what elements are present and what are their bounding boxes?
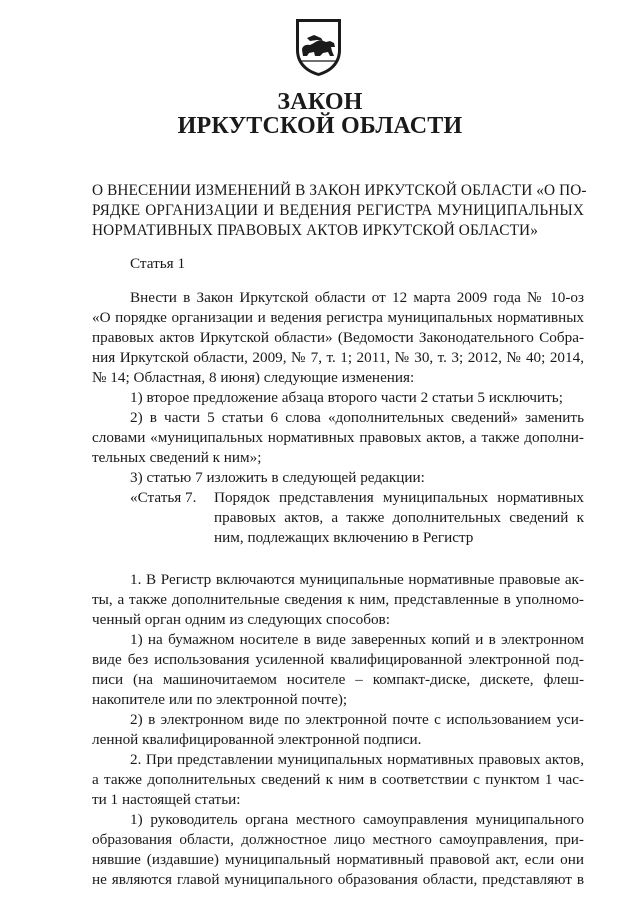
article7-line: накопителе или по электронной почте); xyxy=(92,691,348,708)
article7-line: ченный орган одним из следующих способов: xyxy=(92,611,390,628)
article7-line: 2. При представлении муниципальных нормативных правовых актов, xyxy=(130,751,584,768)
quoted-article-title-line: правовых актов, а также дополнительных сведений к xyxy=(214,509,584,526)
quoted-article-label: «Статья 7. xyxy=(130,489,197,506)
article7-line: не являются главой муниципального образования области, представляют в xyxy=(92,871,584,888)
article7-line: виде без использования усиленной квалифицированной электронной под- xyxy=(92,651,584,668)
article7-line: нявшие (издавшие) муниципальный нормативный правовой акт, если они xyxy=(92,851,584,868)
article-heading: Статья 1 xyxy=(130,255,186,272)
article7-line: ти 1 настоящей статьи: xyxy=(92,791,241,808)
law-title-line-2: ИРКУТСКОЙ ОБЛАСТИ xyxy=(177,113,463,139)
coat-of-arms-icon xyxy=(290,16,347,78)
body-line: 2) в части 5 статьи 6 слова «дополнительных сведений» заменить xyxy=(130,409,584,426)
article7-line: 1) руководитель органа местного самоуправления муниципального xyxy=(130,811,584,828)
article7-line: а также дополнительных сведений к ним в соответствии с пунктом 1 час- xyxy=(92,771,584,788)
law-name-line: РЯДКЕ ОРГАНИЗАЦИИ И ВЕДЕНИЯ РЕГИСТРА МУНИЦИПАЛЬНЫХ xyxy=(92,202,584,219)
article7-line: ленной квалифицированной электронной подписи. xyxy=(92,731,422,748)
body-line: тельных сведений к ним»; xyxy=(92,449,262,466)
article7-line: ты, а также дополнительные сведения к ним, представленные в уполномо- xyxy=(92,591,584,608)
law-title-line-1: ЗАКОН xyxy=(277,89,363,115)
body-line: словами «муниципальных нормативных правовых актов, а также дополни- xyxy=(92,429,584,446)
law-name-line: НОРМАТИВНЫХ ПРАВОВЫХ АКТОВ ИРКУТСКОЙ ОБЛАСТИ» xyxy=(92,222,538,239)
quoted-article-title-line: ним, подлежащих включению в Регистр xyxy=(214,529,474,546)
article7-line: образования области, должностное лицо местного самоуправления, при- xyxy=(92,831,584,848)
body-line: ния Иркутской области, 2009, № 7, т. 1; 2011, № 30, т. 3; 2012, № 40; 2014, xyxy=(92,349,584,366)
body-line: 3) статью 7 изложить в следующей редакции: xyxy=(130,469,425,486)
article7-line: 2) в электронном виде по электронной почте с использованием уси- xyxy=(130,711,584,728)
body-line: Внести в Закон Иркутской области от 12 марта 2009 года № 10-оз xyxy=(130,289,584,306)
article7-line: 1) на бумажном носителе в виде заверенных копий и в электронном xyxy=(130,631,584,648)
article7-line: 1. В Регистр включаются муниципальные нормативные правовые ак- xyxy=(130,571,584,588)
body-line: 1) второе предложение абзаца второго части 2 статьи 5 исключить; xyxy=(130,389,563,406)
quoted-article-title-line: Порядок представления муниципальных нормативных xyxy=(214,489,584,506)
body-line: правовых актов Иркутской области» (Ведомости Законодательного Собра- xyxy=(92,329,584,346)
body-line: № 14; Областная, 8 июня) следующие изменения: xyxy=(92,369,415,386)
article7-line: писи (на машиночитаемом носителе – компакт-диске, дискете, флеш- xyxy=(92,671,584,688)
law-name-line: О ВНЕСЕНИИ ИЗМЕНЕНИЙ В ЗАКОН ИРКУТСКОЙ ОБЛАСТИ «О ПО- xyxy=(92,182,587,199)
body-line: «О порядке организации и ведения регистра муниципальных нормативных xyxy=(92,309,584,326)
